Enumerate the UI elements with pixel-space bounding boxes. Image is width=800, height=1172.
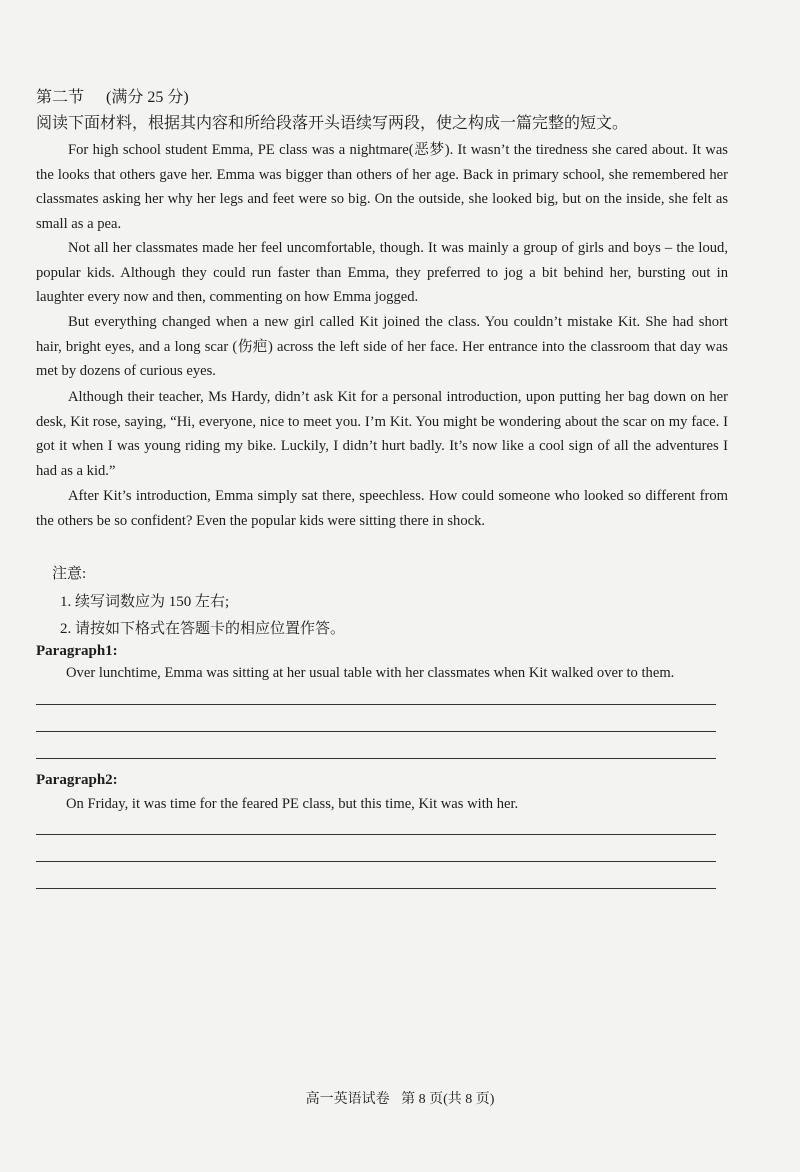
answer-line bbox=[36, 731, 716, 732]
note-item-1: 1. 续写词数应为 150 左右; bbox=[60, 594, 230, 610]
paragraph1-start: Over lunchtime, Emma was sitting at her usual table with her classmates when Kit walked over to them. bbox=[66, 665, 675, 681]
answer-line bbox=[36, 758, 716, 759]
passage-paragraph-3: But everything changed when a new girl called Kit joined the class. You couldn’t mistake Kit. She had short hair, bright eyes, and a long scar (伤疤) across the left side of her face. Her entrance into the classroom that day was met by dozens of curious eyes. bbox=[36, 314, 728, 380]
passage-paragraph-2: Not all her classmates made her feel uncomfortable, though. It was mainly a group of girls and boys – the loud, popular kids. Although they could run faster than Emma, they preferred to jog a bit behind her, bursting out in laughter every now and then, commenting on how Emma jogged. bbox=[36, 240, 728, 306]
paragraph2-start: On Friday, it was time for the feared PE class, but this time, Kit was with her. bbox=[66, 796, 519, 812]
section-title: 第二节 bbox=[36, 89, 85, 106]
answer-line bbox=[36, 861, 716, 862]
answer-line bbox=[36, 704, 716, 705]
section-heading bbox=[36, 84, 189, 107]
footer-page-number: 第 8 页(共 8 页) bbox=[401, 1092, 495, 1107]
paragraph1-heading: Paragraph1: bbox=[36, 643, 118, 659]
footer-subject: 高一英语试卷 bbox=[305, 1092, 390, 1107]
answer-line bbox=[36, 834, 716, 835]
section-instruction: 阅读下面材料，根据其内容和所给段落开头语续写两段，使之构成一篇完整的短文。 bbox=[36, 115, 629, 132]
note-item-2: 2. 请按如下格式在答题卡的相应位置作答。 bbox=[60, 621, 346, 637]
passage-paragraph-5: After Kit’s introduction, Emma simply sat there, speechless. How could someone who looked so different from the others be so confident? Even the popular kids were sitting there in shock. bbox=[36, 488, 728, 529]
passage-paragraph-4: Although their teacher, Ms Hardy, didn’t ask Kit for a personal introduction, upon putting her bag down on her desk, Kit rose, saying, “Hi, everyone, nice to meet you. I’m Kit. You might be wondering about the scar on my face. I got it when I was young riding my bike. Luckily, I didn’t hurt badly. It’s now like a cool sign of all the adventures I had as a kid.” bbox=[36, 389, 728, 479]
page-footer bbox=[0, 1088, 800, 1108]
answer-line bbox=[36, 888, 716, 889]
passage-paragraph-1: For high school student Emma, PE class was a nightmare(恶梦). It wasn’t the tiredness she cared about. It was the looks that others gave her. Emma was bigger than others of her age. Back in primary school, she remembered her classmates asking her why her legs and feet were so big. On the outside, she looked big, but on the inside, she felt as small as a pea. bbox=[36, 142, 728, 232]
notes-title: 注意: bbox=[52, 566, 87, 582]
section-score: (满分 25 分) bbox=[106, 89, 189, 106]
paragraph2-heading: Paragraph2: bbox=[36, 772, 118, 788]
